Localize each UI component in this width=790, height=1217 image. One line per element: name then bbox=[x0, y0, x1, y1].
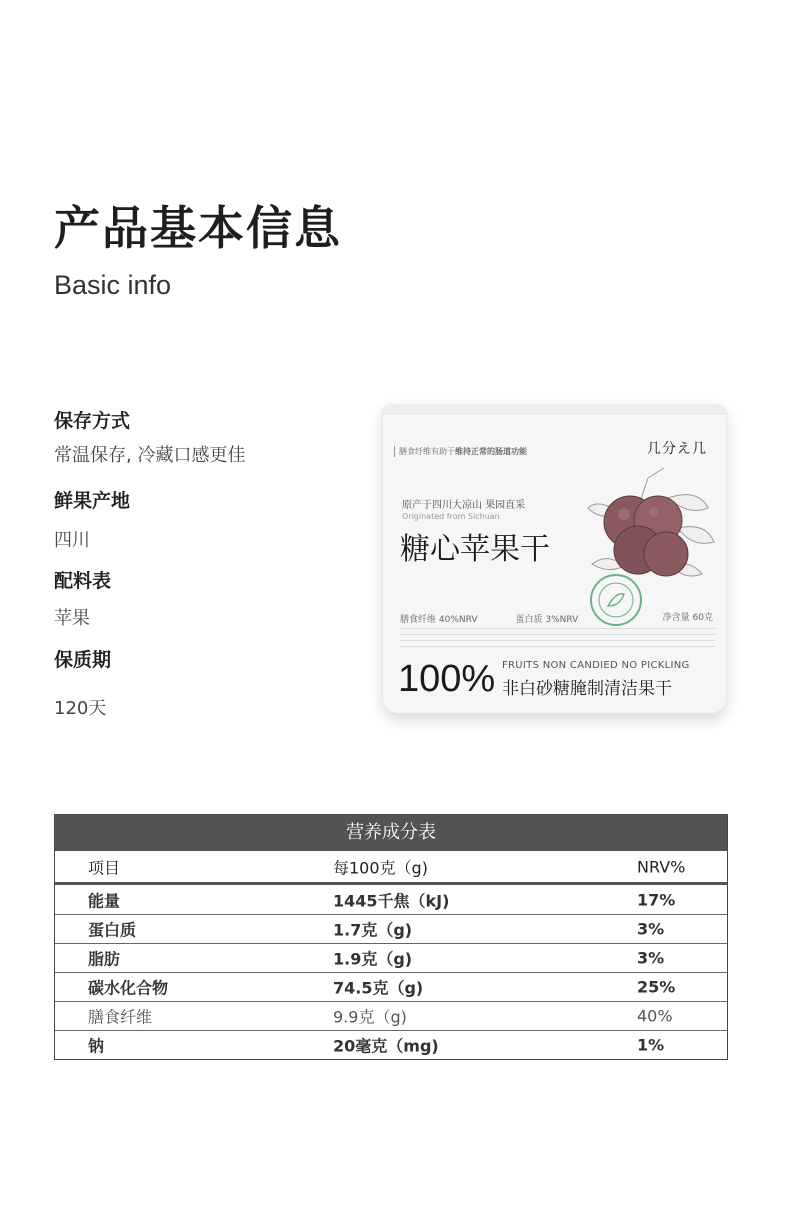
info-shelf-life bbox=[54, 645, 111, 720]
nutrient-nrv: 3% bbox=[637, 919, 665, 939]
info-value: 苹果 bbox=[54, 608, 90, 629]
nutrient-name: 能量 bbox=[88, 891, 121, 910]
info-value: 常温保存, 冷藏口感更佳 bbox=[54, 445, 246, 466]
info-storage bbox=[54, 406, 245, 467]
nutrient-name: 膳食纤维 bbox=[88, 1007, 153, 1027]
info-label: 保质期 bbox=[54, 649, 112, 671]
nutrition-table bbox=[54, 814, 728, 1060]
nutrient-amount: 1.7克（g) bbox=[333, 920, 413, 940]
col-header-nrv: NRV% bbox=[637, 857, 686, 876]
table-row bbox=[55, 914, 727, 943]
apple-illustration-icon bbox=[578, 468, 718, 588]
package-fine-print bbox=[400, 628, 715, 650]
nutrient-amount: 1445千焦（kJ) bbox=[333, 891, 450, 910]
nutrient-name: 钠 bbox=[88, 1036, 105, 1056]
nutrient-amount: 74.5克（g) bbox=[333, 978, 424, 998]
nutrient-name: 蛋白质 bbox=[88, 920, 137, 940]
package-zip bbox=[382, 404, 727, 414]
col-header-per100: 每100克（g) bbox=[333, 858, 428, 877]
info-label: 鲜果产地 bbox=[54, 490, 131, 512]
package-net-weight: 净含量 60克 bbox=[662, 613, 713, 623]
nutrition-table-title: 营养成分表 bbox=[55, 815, 727, 851]
nutrient-amount: 1.9克（g) bbox=[333, 949, 413, 969]
table-row bbox=[55, 943, 727, 972]
info-value: 120天 bbox=[54, 698, 107, 719]
package-nutrition-summary: 膳食纤维 40%NRV 蛋白质 3%NRV bbox=[400, 615, 579, 625]
nutrient-nrv: 1% bbox=[637, 1035, 665, 1055]
nutrition-header-row bbox=[55, 851, 727, 885]
package-claim-en: FRUITS NON CANDIED NO PICKLING bbox=[502, 660, 690, 671]
page-title: 产品基本信息 bbox=[54, 201, 342, 255]
nutrient-nrv: 17% bbox=[637, 890, 676, 909]
info-label: 保存方式 bbox=[54, 410, 131, 432]
table-row bbox=[55, 885, 727, 914]
info-value: 四川 bbox=[54, 530, 90, 551]
package-origin-en: Originated from Sichuan bbox=[402, 512, 500, 521]
package-claim-cn: 非白砂糖腌制清洁果干 bbox=[502, 679, 672, 699]
page-subtitle: Basic info bbox=[54, 270, 172, 300]
package-origin: 原产于四川大凉山 果园直采 bbox=[402, 500, 526, 511]
col-header-item: 项目 bbox=[88, 858, 121, 877]
info-ingredients bbox=[54, 566, 111, 630]
table-row bbox=[55, 972, 727, 1001]
table-row bbox=[55, 1001, 727, 1030]
nutrient-name: 碳水化合物 bbox=[88, 978, 169, 998]
table-row bbox=[55, 1030, 727, 1059]
info-origin bbox=[54, 486, 130, 552]
package-product-name: 糖心苹果干 bbox=[400, 532, 550, 567]
nutrient-nrv: 25% bbox=[637, 977, 676, 997]
product-package-image bbox=[382, 404, 727, 714]
package-slogan: 膳食纤维有助于维持正常的肠道功能 bbox=[394, 446, 527, 457]
nutrient-nrv: 3% bbox=[637, 948, 665, 968]
info-label: 配料表 bbox=[54, 570, 112, 592]
package-100-percent: 100% bbox=[398, 658, 496, 700]
nutrient-amount: 9.9克（g) bbox=[333, 1007, 407, 1027]
nutrient-name: 脂肪 bbox=[88, 949, 121, 969]
brand-logo: 几分え几 bbox=[647, 441, 707, 457]
nutrient-nrv: 40% bbox=[637, 1006, 673, 1026]
nutrient-amount: 20毫克（mg) bbox=[333, 1036, 439, 1056]
